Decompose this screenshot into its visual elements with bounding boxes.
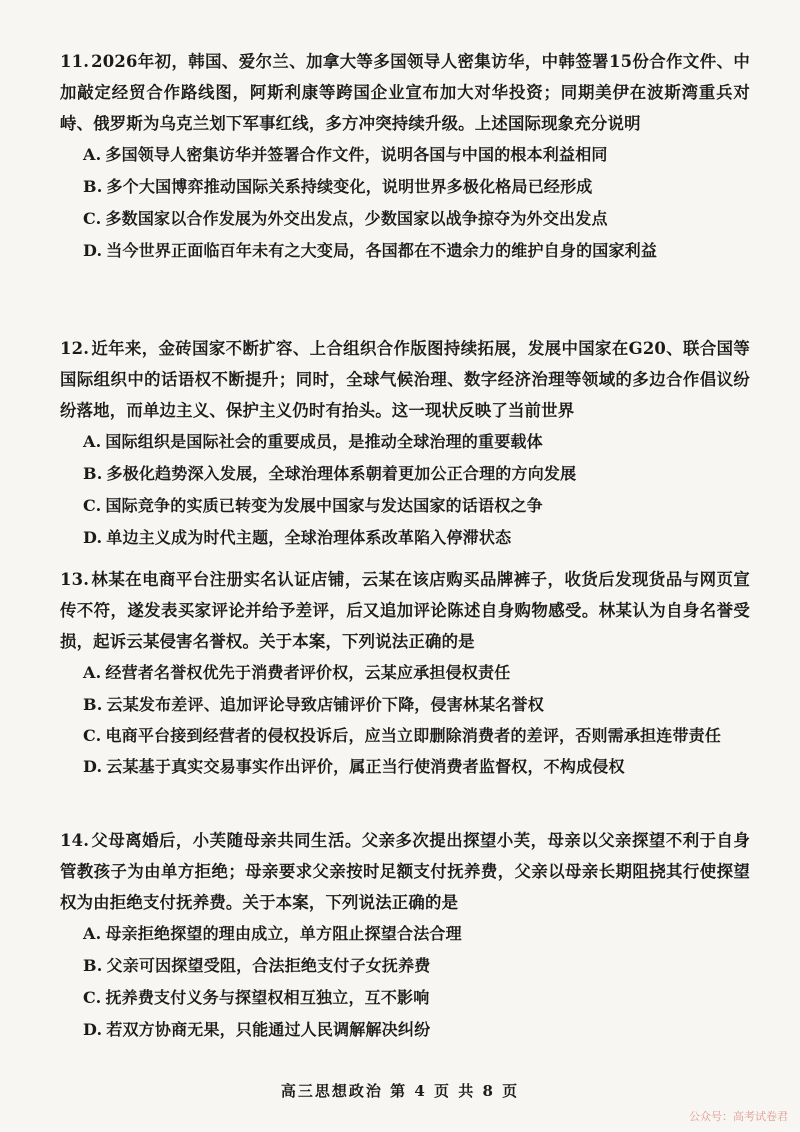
- question-stem: [60, 46, 750, 139]
- option-label: A.: [83, 924, 102, 943]
- option-text: 当今世界正面临百年未有之大变局，各国都在不遗余力的维护自身的国家利益: [106, 241, 658, 260]
- option-label: C.: [83, 209, 102, 228]
- option-list: [60, 426, 750, 554]
- option-d: [60, 235, 750, 267]
- option-label: C.: [83, 496, 102, 515]
- option-c: [60, 982, 750, 1014]
- option-label: A.: [83, 663, 102, 682]
- option-text: 国际组织是国际社会的重要成员，是推动全球治理的重要载体: [105, 432, 543, 451]
- option-label: C.: [83, 726, 102, 745]
- option-label: D.: [83, 1020, 103, 1039]
- option-c: [60, 490, 750, 522]
- question-stem: [60, 564, 750, 657]
- option-label: B.: [83, 177, 103, 196]
- question-14: [60, 825, 750, 1046]
- option-c: [60, 203, 750, 235]
- option-text: 电商平台接到经营者的侵权投诉后，应当立即删除消费者的差评，否则需承担连带责任: [105, 726, 722, 745]
- option-text: 若双方协商无果，只能通过人民调解解决纠纷: [106, 1020, 431, 1039]
- option-b: [60, 458, 750, 490]
- option-label: D.: [83, 241, 103, 260]
- option-text: 多数国家以合作发展为外交出发点，少数国家以战争掠夺为外交出发点: [105, 209, 608, 228]
- option-text: 抚养费支付义务与探望权相互独立，互不影响: [105, 988, 430, 1007]
- option-b: [60, 950, 750, 982]
- question-text: 父母离婚后，小芙随母亲共同生活。父亲多次提出探望小芙，母亲以父亲探望不利于自身管教孩子为由单方拒绝；母亲要求父亲按时足额支付抚养费，父亲以母亲长期阻挠其行使探望权为由拒绝支付抚养费。关于本案，下列说法正确的是: [60, 831, 750, 912]
- option-text: 多个大国博弈推动国际关系持续变化，说明世界多极化格局已经形成: [106, 177, 593, 196]
- page-footer: 高三思想政治 第 4 页 共 8 页: [280, 1082, 520, 1100]
- option-a: [60, 426, 750, 458]
- option-a: [60, 139, 750, 171]
- question-text: 2026年初，韩国、爱尔兰、加拿大等多国领导人密集访华，中韩签署15份合作文件、中加敲定经贸合作路线图，阿斯利康等跨国企业宣布加大对华投资；同期美伊在波斯湾重兵对峙、俄罗斯为乌克兰划下军事红线，多方冲突持续升级。上述国际现象充分说明: [60, 52, 750, 133]
- option-label: D.: [83, 757, 103, 776]
- option-d: [60, 1014, 750, 1046]
- question-stem: [60, 825, 750, 918]
- option-label: D.: [83, 528, 103, 547]
- option-list: [60, 139, 750, 267]
- watermark: 公众号：高考试卷君: [689, 1110, 788, 1123]
- question-11: [60, 46, 750, 267]
- question-number: 14.: [60, 831, 90, 850]
- option-text: 经营者名誉权优先于消费者评价权，云某应承担侵权责任: [105, 663, 511, 682]
- option-text: 单边主义成为时代主题，全球治理体系改革陷入停滞状态: [106, 528, 512, 547]
- option-label: B.: [83, 956, 103, 975]
- option-text: 云某发布差评、追加评论导致店铺评价下降，侵害林某名誉权: [106, 695, 544, 714]
- option-label: C.: [83, 988, 102, 1007]
- question-number: 11.: [60, 52, 90, 71]
- option-label: B.: [83, 464, 103, 483]
- option-text: 国际竞争的实质已转变为发展中国家与发达国家的话语权之争: [105, 496, 543, 515]
- option-label: A.: [83, 145, 102, 164]
- option-text: 多极化趋势深入发展，全球治理体系朝着更加公正合理的方向发展: [106, 464, 577, 483]
- option-text: 父亲可因探望受阻，合法拒绝支付子女抚养费: [106, 956, 431, 975]
- question-stem: [60, 333, 750, 426]
- option-text: 云某基于真实交易事实作出评价，属正当行使消费者监督权，不构成侵权: [106, 757, 625, 776]
- option-list: [60, 657, 750, 783]
- option-text: 多国领导人密集访华并签署合作文件，说明各国与中国的根本利益相同: [105, 145, 608, 164]
- option-c: [60, 721, 750, 751]
- option-b: [60, 689, 750, 721]
- question-13: [60, 564, 750, 783]
- option-b: [60, 171, 750, 203]
- question-text: 林某在电商平台注册实名认证店铺，云某在该店购买品牌裤子，收货后发现货品与网页宣传不符，遂发表买家评论并给予差评，后又追加评论陈述自身购物感受。林某认为自身名誉受损，起诉云某侵害名誉权。关于本案，下列说法正确的是: [60, 570, 750, 651]
- question-12: [60, 333, 750, 554]
- question-number: 12.: [60, 339, 90, 358]
- option-a: [60, 918, 750, 950]
- option-d: [60, 751, 750, 783]
- option-text: 母亲拒绝探望的理由成立，单方阻止探望合法合理: [105, 924, 462, 943]
- option-list: [60, 918, 750, 1046]
- option-label: A.: [83, 432, 102, 451]
- option-a: [60, 657, 750, 689]
- question-text: 近年来，金砖国家不断扩容、上合组织合作版图持续拓展，发展中国家在G20、联合国等国际组织中的话语权不断提升；同时，全球气候治理、数字经济治理等领域的多边合作倡议纷纷落地，而单边主义、保护主义仍时有抬头。这一现状反映了当前世界: [60, 339, 750, 420]
- option-label: B.: [83, 695, 103, 714]
- option-d: [60, 522, 750, 554]
- question-number: 13.: [60, 570, 90, 589]
